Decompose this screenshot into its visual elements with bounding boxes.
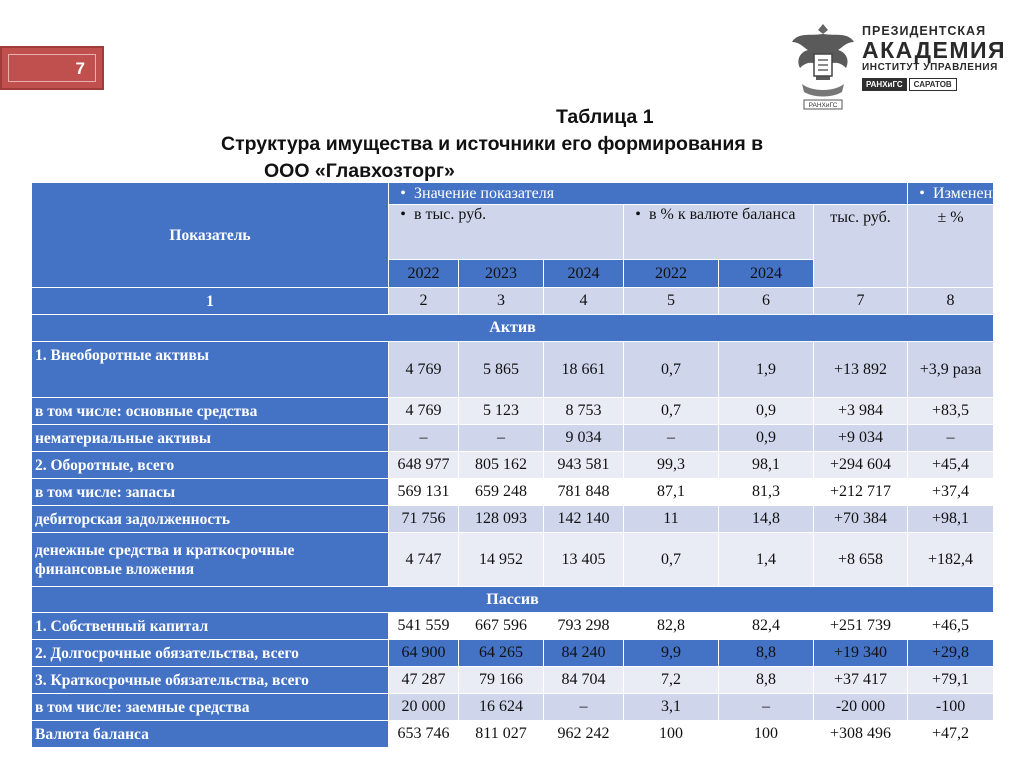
cell: +3 984: [814, 398, 908, 425]
section-liabilities: Пассив: [32, 587, 994, 613]
cell: –: [719, 694, 814, 721]
cell: +19 340: [814, 640, 908, 667]
col-number: 5: [624, 288, 719, 315]
row-label: в том числе: заемные средства: [32, 694, 389, 721]
cell: +79,1: [908, 667, 994, 694]
cell: 962 242: [544, 721, 624, 748]
eagle-crest-icon: [790, 20, 856, 112]
cell: 82,4: [719, 613, 814, 640]
logo-line-2: АКАДЕМИЯ: [862, 37, 1007, 63]
cell: 71 756: [389, 506, 459, 533]
table-row: [32, 342, 994, 398]
cell: 667 596: [459, 613, 544, 640]
cell: +37,4: [908, 479, 994, 506]
header-year: 2024: [719, 260, 814, 288]
cell: 9,9: [624, 640, 719, 667]
logo-line-1: ПРЕЗИДЕНТСКАЯ: [862, 24, 987, 38]
cell: 11: [624, 506, 719, 533]
cell: 0,7: [624, 533, 719, 587]
cell: 82,8: [624, 613, 719, 640]
cell: 64 900: [389, 640, 459, 667]
header-change-group: • Изменение: [908, 183, 994, 205]
cell: 14,8: [719, 506, 814, 533]
column-number-row: [32, 288, 994, 315]
section-assets: Актив: [32, 315, 994, 342]
header-year: 2023: [459, 260, 544, 288]
cell: +3,9 раза: [908, 342, 994, 398]
header-year: 2024: [544, 260, 624, 288]
row-label: 3. Краткосрочные обязательства, всего: [32, 667, 389, 694]
table-row: [32, 452, 994, 479]
cell: 98,1: [719, 452, 814, 479]
table-row: [32, 479, 994, 506]
row-label: в том числе: основные средства: [32, 398, 389, 425]
slide-number: 7: [8, 54, 96, 82]
cell: 14 952: [459, 533, 544, 587]
cell: 811 027: [459, 721, 544, 748]
cell: 805 162: [459, 452, 544, 479]
table-caption: Таблица 1: [556, 106, 654, 128]
col-number: 7: [814, 288, 908, 315]
header-change-percent: ± %: [908, 205, 994, 288]
cell: 87,1: [624, 479, 719, 506]
cell: +251 739: [814, 613, 908, 640]
cell: 81,3: [719, 479, 814, 506]
cell: +294 604: [814, 452, 908, 479]
header-thousands: • в тыс. руб.: [389, 205, 624, 260]
cell: 47 287: [389, 667, 459, 694]
cell: 5 123: [459, 398, 544, 425]
logo-badge-ranepa: РАНХиГС: [862, 78, 907, 91]
cell: 100: [719, 721, 814, 748]
cell: +47,2: [908, 721, 994, 748]
cell: 84 704: [544, 667, 624, 694]
cell: 5 865: [459, 342, 544, 398]
academy-logo: [790, 20, 1007, 112]
cell: 128 093: [459, 506, 544, 533]
col-number: 6: [719, 288, 814, 315]
cell: +308 496: [814, 721, 908, 748]
cell: 18 661: [544, 342, 624, 398]
cell: +45,4: [908, 452, 994, 479]
header-change-thousands: тыс. руб.: [814, 205, 908, 288]
cell: 20 000: [389, 694, 459, 721]
cell: 793 298: [544, 613, 624, 640]
cell: -100: [908, 694, 994, 721]
header-percent-of-balance: • в % к валюте баланса: [624, 205, 814, 260]
header-value-group: • Значение показателя: [389, 183, 908, 205]
cell: 943 581: [544, 452, 624, 479]
logo-badge-saratov: САРАТОВ: [909, 78, 957, 91]
row-label: 2. Оборотные, всего: [32, 452, 389, 479]
cell: 653 746: [389, 721, 459, 748]
cell: –: [389, 425, 459, 452]
header-indicator: Показатель: [32, 183, 389, 288]
cell: 4 769: [389, 342, 459, 398]
cell: 16 624: [459, 694, 544, 721]
cell: 0,9: [719, 425, 814, 452]
row-label: дебиторская задолженность: [32, 506, 389, 533]
cell: 84 240: [544, 640, 624, 667]
logo-text: [862, 24, 1006, 91]
cell: –: [544, 694, 624, 721]
cell: –: [459, 425, 544, 452]
crest-caption: РАНХиГС: [808, 102, 838, 109]
header-year: 2022: [624, 260, 719, 288]
cell: +9 034: [814, 425, 908, 452]
row-label: Валюта баланса: [32, 721, 389, 748]
cell: 1,9: [719, 342, 814, 398]
col-number: 1: [32, 288, 389, 315]
col-number: 2: [389, 288, 459, 315]
table-row: [32, 640, 994, 667]
cell: 0,7: [624, 398, 719, 425]
cell: 3,1: [624, 694, 719, 721]
table-row: [32, 694, 994, 721]
cell: 64 265: [459, 640, 544, 667]
cell: +70 384: [814, 506, 908, 533]
cell: 781 848: [544, 479, 624, 506]
cell: 8,8: [719, 640, 814, 667]
balance-structure-table: [31, 182, 1008, 748]
row-label: денежные средства и краткосрочные финансовые вложения: [32, 533, 389, 587]
cell: +212 717: [814, 479, 908, 506]
row-label: 1. Собственный капитал: [32, 613, 389, 640]
cell: 659 248: [459, 479, 544, 506]
row-label: в том числе: запасы: [32, 479, 389, 506]
cell: 0,7: [624, 342, 719, 398]
table-title-line-1: Структура имущества и источники его формирования в: [221, 133, 764, 155]
cell: 9 034: [544, 425, 624, 452]
cell: –: [908, 425, 994, 452]
cell: 100: [624, 721, 719, 748]
logo-badges: [862, 78, 1006, 91]
cell: 142 140: [544, 506, 624, 533]
cell: 8,8: [719, 667, 814, 694]
cell: –: [624, 425, 719, 452]
table-row: [32, 721, 994, 748]
table-row: [32, 425, 994, 452]
table-row: [32, 613, 994, 640]
cell: 7,2: [624, 667, 719, 694]
col-number: 8: [908, 288, 994, 315]
cell: 79 166: [459, 667, 544, 694]
table-row: [32, 398, 994, 425]
header-year: 2022: [389, 260, 459, 288]
cell: 648 977: [389, 452, 459, 479]
cell: 0,9: [719, 398, 814, 425]
cell: 99,3: [624, 452, 719, 479]
cell: 569 131: [389, 479, 459, 506]
cell: +29,8: [908, 640, 994, 667]
cell: 541 559: [389, 613, 459, 640]
cell: +46,5: [908, 613, 994, 640]
cell: 1,4: [719, 533, 814, 587]
cell: 8 753: [544, 398, 624, 425]
cell: 4 769: [389, 398, 459, 425]
row-label: нематериальные активы: [32, 425, 389, 452]
col-number: 3: [459, 288, 544, 315]
cell: +37 417: [814, 667, 908, 694]
table-row: [32, 667, 994, 694]
cell: 13 405: [544, 533, 624, 587]
table-row: [32, 506, 994, 533]
logo-line-3: ИНСТИТУТ УПРАВЛЕНИЯ: [862, 62, 998, 73]
slide-number-box: [0, 46, 104, 90]
row-label: 1. Внеоборотные активы: [32, 342, 389, 398]
cell: +83,5: [908, 398, 994, 425]
cell: +182,4: [908, 533, 994, 587]
cell: +13 892: [814, 342, 908, 398]
cell: 4 747: [389, 533, 459, 587]
table-title-line-2: ООО «Главхозторг»: [264, 160, 455, 182]
cell: +98,1: [908, 506, 994, 533]
col-number: 4: [544, 288, 624, 315]
table-row: [32, 533, 994, 587]
row-label: 2. Долгосрочные обязательства, всего: [32, 640, 389, 667]
cell: +8 658: [814, 533, 908, 587]
cell: -20 000: [814, 694, 908, 721]
